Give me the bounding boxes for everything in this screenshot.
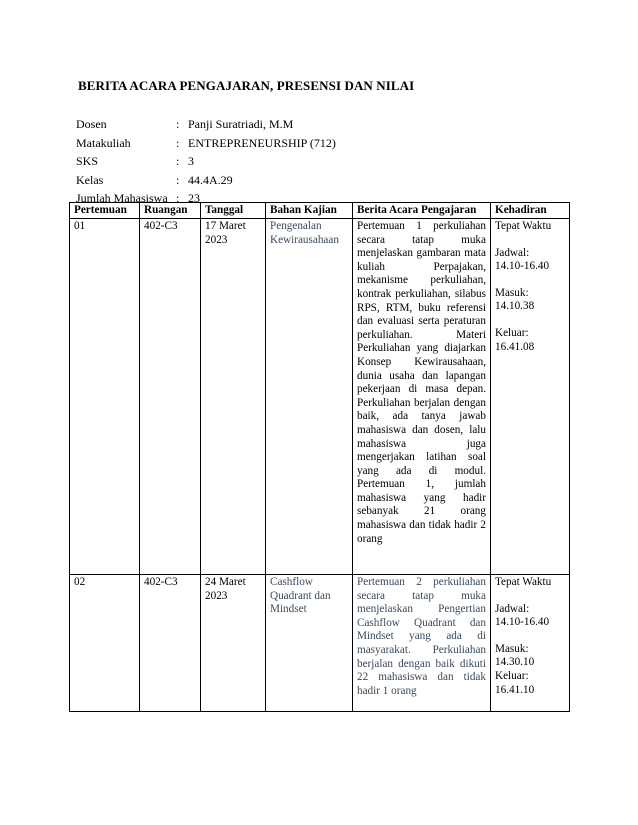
kehadiran-keluar-label: Keluar: (495, 669, 529, 682)
cell-berita-acara: Pertemuan 2 perkuliahan secara tatap muka menjelaskan Pengertian Cashflow Quadrant dan Mindset yang ada di masyarakat. Perkuliahan berjalan dengan baik dikuti 22 mahasiswa dan tidak hadir 1 orang (353, 575, 491, 712)
header-pertemuan: Pertemuan (70, 203, 140, 219)
info-colon: : (176, 135, 180, 150)
info-value-matakuliah: ENTREPRENEURSHIP (712) (188, 135, 336, 150)
header-kehadiran: Kehadiran (491, 203, 570, 219)
cell-ruangan: 402-C3 (140, 219, 201, 575)
cell-bahan-kajian: Pengenalan Kewirausahaan (266, 219, 353, 575)
cell-tanggal: 17 Maret 2023 (201, 219, 266, 575)
kehadiran-masuk: 14.30.10 (495, 656, 535, 669)
cell-ruangan: 402-C3 (140, 575, 201, 712)
header-berita-acara: Berita Acara Pengajaran (353, 203, 491, 219)
document-title: BERITA ACARA PENGAJARAN, PRESENSI DAN NILAI (78, 78, 415, 93)
kehadiran-jadwal-label: Jadwal: (495, 246, 530, 259)
info-row-matakuliah (76, 134, 336, 153)
info-colon: : (176, 154, 180, 168)
kehadiran-jadwal: 14.10-16.40 (495, 260, 550, 273)
cell-kehadiran (491, 575, 570, 712)
kehadiran-status: Tepat Waktu (495, 220, 552, 232)
table-row (70, 219, 570, 575)
course-info (76, 115, 336, 208)
cell-tanggal: 24 Maret 2023 (201, 575, 266, 712)
header-ruangan: Ruangan (140, 203, 201, 219)
info-label: Jumlah Mahasiswa (76, 191, 168, 205)
kehadiran-jadwal-label: Jadwal: (495, 602, 530, 615)
kehadiran-masuk-label: Masuk: (495, 642, 529, 655)
info-row-sks (76, 152, 336, 171)
cell-pertemuan: 01 (70, 219, 140, 575)
cell-berita-acara: Pertemuan 1 perkuliahan secara tatap muka menjelaskan gambaran mata kuliah Perpajakan, mekanisme perkuliahan, kontrak perkuliahan, silabus RPS, RTM, buku referensi dan evaluasi serta peraturan perkuliahan. Materi Perkuliahan yang diajarkan Konsep Kewirausahaan, dunia usaha dan lapangan pekerjaan di masa depan. Perkuliahan berjalan dengan baik, ada tanya jawab mahasiswa dan dosen, lalu mahasiswa juga mengerjakan latihan soal yang ada di modul. Pertemuan 1, jumlah mahasiswa yang hadir sebanyak 21 orang mahasiswa dan tidak hadir 2 orang (353, 219, 491, 575)
header-tanggal: Tanggal (201, 203, 266, 219)
info-row-kelas (76, 171, 336, 190)
table-header-row (70, 203, 570, 219)
info-label: Matakuliah (76, 135, 131, 150)
cell-pertemuan: 02 (70, 575, 140, 712)
info-label: SKS (76, 154, 99, 168)
header-bahan-kajian: Bahan Kajian (266, 203, 353, 219)
kehadiran-keluar-label: Keluar: (495, 326, 529, 339)
attendance-table (69, 202, 570, 712)
kehadiran-keluar: 16.41.08 (495, 340, 535, 353)
cell-bahan-kajian: Cashflow Quadrant dan Mindset (266, 575, 353, 712)
info-colon: : (176, 117, 180, 131)
info-value-jumlah-mahasiswa: 23 (188, 191, 200, 205)
table-row (70, 575, 570, 712)
info-value-kelas: 44.4A.29 (188, 172, 233, 187)
info-label: Dosen (76, 117, 107, 131)
info-colon: : (176, 191, 180, 205)
info-row-dosen (76, 115, 336, 134)
kehadiran-status: Tepat Waktu (495, 576, 552, 588)
info-label: Kelas (76, 172, 104, 187)
kehadiran-masuk: 14.10.38 (495, 300, 535, 313)
cell-kehadiran (491, 219, 570, 575)
kehadiran-masuk-label: Masuk: (495, 286, 529, 299)
kehadiran-keluar: 16.41.10 (495, 683, 535, 696)
info-value-sks: 3 (188, 154, 194, 168)
info-colon: : (176, 172, 180, 187)
kehadiran-jadwal: 14.10-16.40 (495, 616, 550, 629)
info-value-dosen: Panji Suratriadi, M.M (188, 117, 294, 131)
